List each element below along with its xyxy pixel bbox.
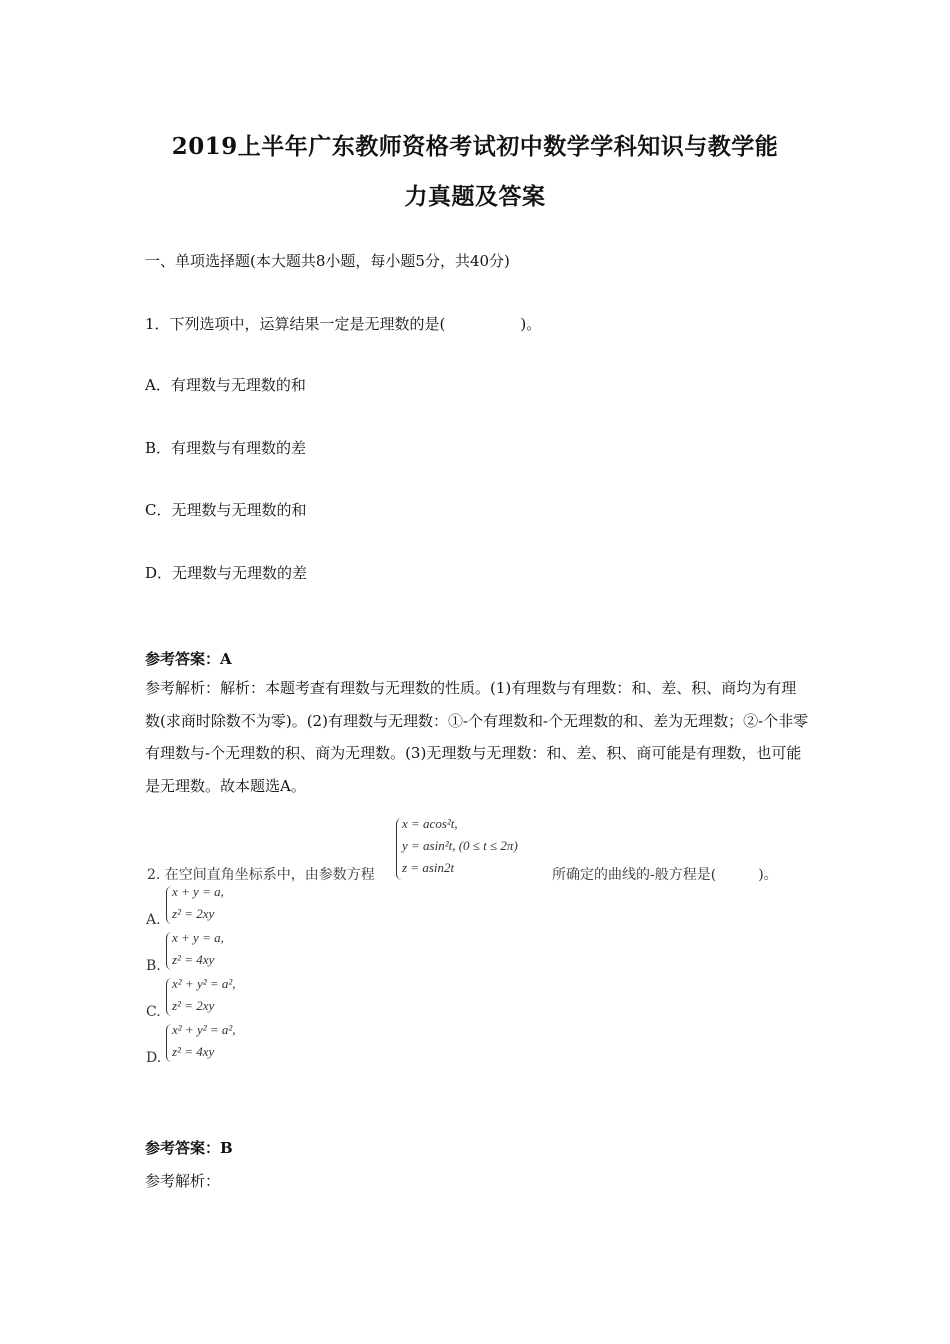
- question-1-option-a: A．有理数与无理数的和: [145, 376, 306, 394]
- option-b-eq-1: x + y = a,: [172, 930, 224, 945]
- option-c-eq-1: x² + y² = a²,: [172, 976, 236, 991]
- section-heading: 一、单项选择题(本大题共8小题，每小题5分，共40分): [145, 252, 510, 270]
- question-2-stem-suffix: 所确定的曲线的-般方程是( )。: [552, 867, 778, 883]
- option-a-eq-1: x + y = a,: [172, 884, 224, 899]
- option-b-eq-2: z² = 4xy: [172, 952, 215, 967]
- system-row-z: z = asin2t: [402, 860, 455, 875]
- question-2-option-d-letter: D.: [146, 1050, 162, 1066]
- document-title-line-1: 2019上半年广东教师资格考试初中数学学科知识与教学能: [171, 133, 779, 160]
- system-row-x: x = acos²t,: [402, 816, 458, 831]
- question-2-stem-prefix: 2. 在空间直角坐标系中，由参数方程: [147, 867, 375, 883]
- question-2-option-b: [166, 930, 286, 972]
- question-2-answer: 参考答案：B: [145, 1139, 233, 1157]
- option-d-eq-1: x² + y² = a²,: [172, 1022, 236, 1037]
- question-1-answer: 参考答案：A: [145, 650, 232, 668]
- question-1-analysis: 参考解析：解析：本题考查有理数与无理数的性质。(1)有理数与有理数：和、差、积、商均为有理数(求商时除数不为零)。(2)有理数与无理数：①-个有理数和-个无理数的和、差为无理数；②-个非零有理数与-个无理数的积、商为无理数。(3)无理数与无理数：和、差、积、商可能是有理数，也可能是无理数。故本题选A。: [145, 679, 809, 795]
- question-1-option-d: D．无理数与无理数的差: [145, 564, 308, 582]
- question-2-option-c-letter: C.: [146, 1004, 161, 1020]
- question-2-option-d: [166, 1022, 286, 1064]
- question-1-option-c: C．无理数与无理数的和: [145, 501, 307, 519]
- option-d-eq-2: z² = 4xy: [172, 1044, 215, 1059]
- question-2-analysis: 参考解析：: [145, 1172, 221, 1190]
- question-2-option-b-letter: B.: [146, 958, 161, 974]
- question-2-option-a-letter: A.: [146, 912, 161, 928]
- option-c-eq-2: z² = 2xy: [172, 998, 215, 1013]
- question-2-option-a: [166, 884, 286, 926]
- question-2-option-c: [166, 976, 286, 1018]
- question-1-stem: 1．下列选项中，运算结果一定是无理数的是( )。: [145, 315, 542, 333]
- document-title-line-2: 力真题及答案: [404, 183, 546, 210]
- option-a-eq-2: z² = 2xy: [172, 906, 215, 921]
- parametric-system: [396, 816, 566, 882]
- question-1-option-b: B．有理数与有理数的差: [145, 439, 307, 457]
- system-row-y: y = asin²t, (0 ≤ t ≤ 2π): [402, 838, 518, 853]
